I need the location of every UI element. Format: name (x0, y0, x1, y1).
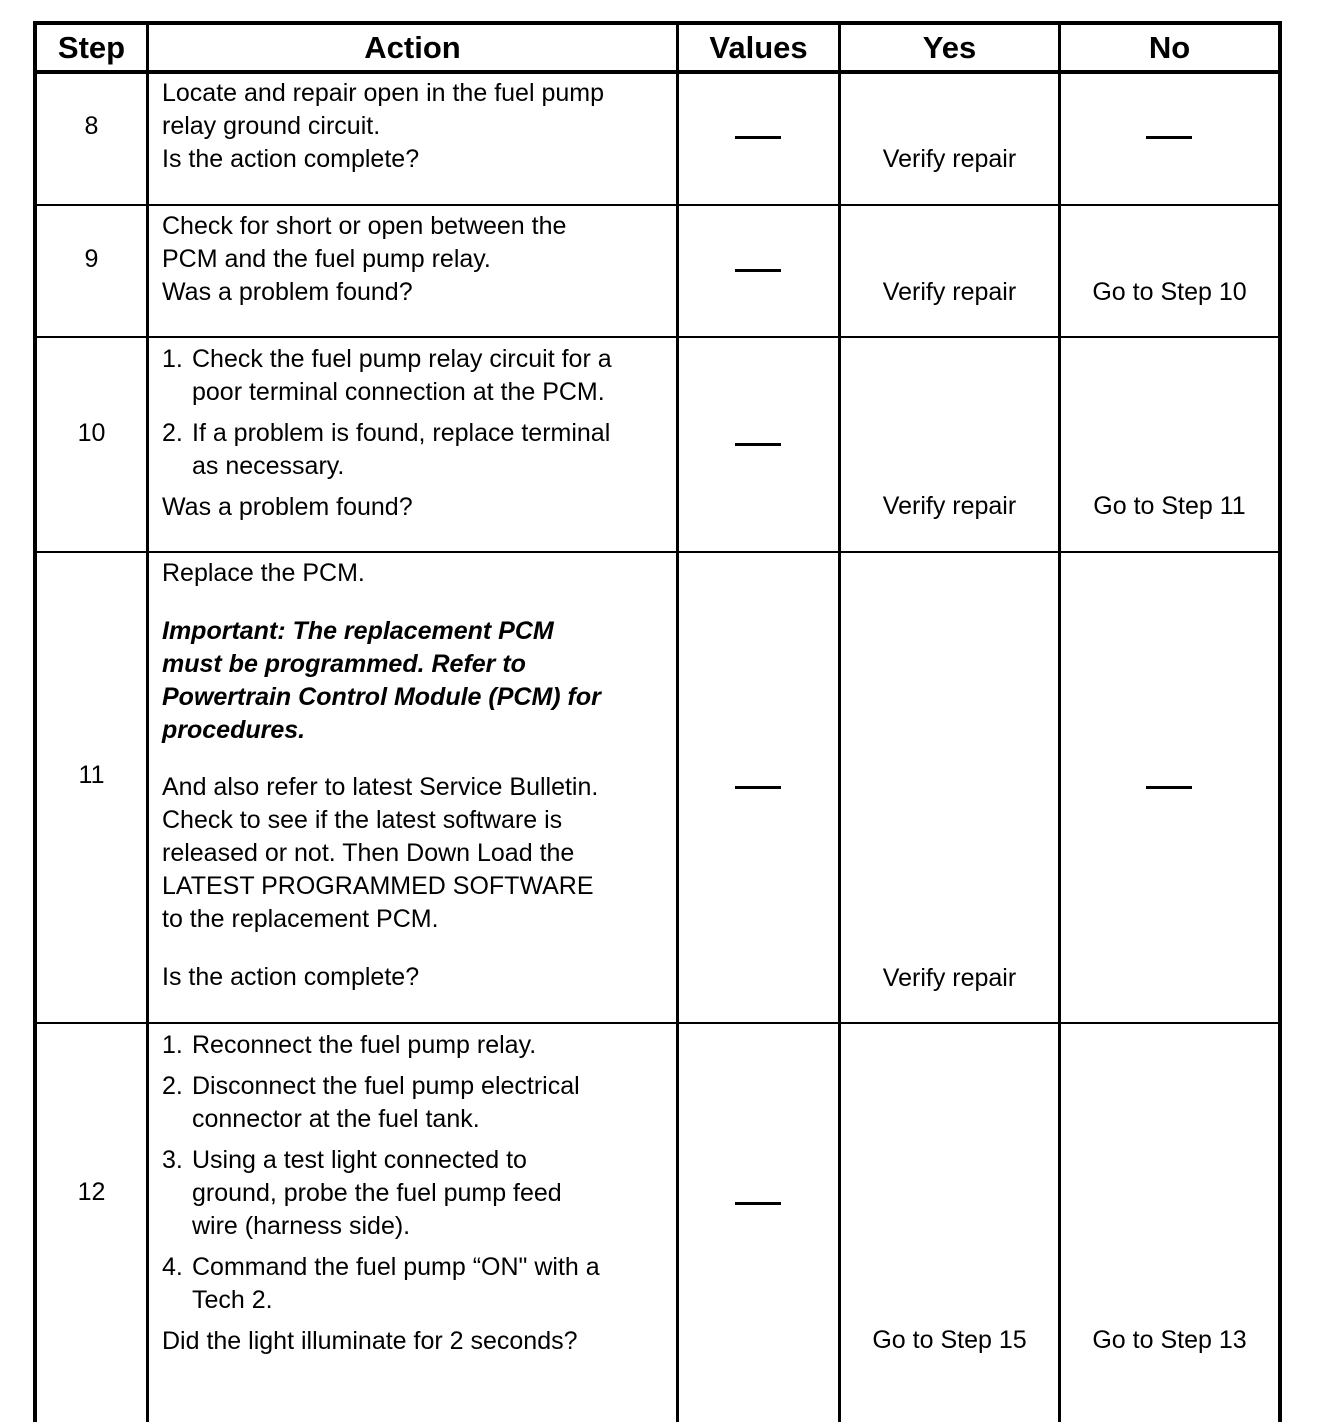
item-text: Command the fuel pump “ON" with a (192, 1253, 600, 1281)
action-question: Did the light illuminate for 2 seconds? (162, 1327, 578, 1355)
item-text: Reconnect the fuel pump relay. (192, 1031, 537, 1059)
important-line: must be programmed. Refer to (162, 650, 526, 678)
action-line: Was a problem found? (162, 278, 413, 306)
no-result: Go to Step 11 (1093, 492, 1246, 520)
service-note (162, 771, 672, 936)
note-line: And also refer to latest Service Bulletin. (162, 773, 599, 801)
step-number: 9 (84, 245, 99, 273)
action-step-item (162, 1144, 672, 1243)
item-text: Using a test light connected to (192, 1146, 527, 1174)
table-left-border (33, 21, 37, 1422)
item-text: Tech 2. (192, 1286, 273, 1314)
action-step-item (162, 417, 672, 483)
item-number: 2. (162, 1072, 183, 1100)
note-line: released or not. Then Down Load the (162, 839, 575, 867)
item-number: 4. (162, 1253, 183, 1281)
action-line: relay ground circuit. (162, 112, 381, 140)
note-line: LATEST PROGRAMMED SOFTWARE (162, 872, 594, 900)
col-divider (146, 21, 149, 1422)
action-question: Was a problem found? (162, 493, 413, 521)
no-result: Go to Step 10 (1092, 278, 1247, 306)
action-intro: Replace the PCM. (162, 559, 365, 587)
row-divider (33, 551, 1282, 553)
action-line: Check for short or open between the (162, 212, 567, 240)
header-action: Action (364, 29, 461, 65)
important-note (162, 615, 672, 747)
action-line: Locate and repair open in the fuel pump (162, 79, 604, 107)
item-text: Disconnect the fuel pump electrical (192, 1072, 580, 1100)
item-text: as necessary. (192, 452, 345, 480)
important-line: procedures. (162, 716, 306, 744)
col-divider (1058, 21, 1061, 1422)
yes-result: Go to Step 15 (872, 1326, 1027, 1354)
action-line: Is the action complete? (162, 145, 420, 173)
item-number: 1. (162, 1031, 183, 1059)
values-dash (735, 269, 781, 272)
important-line: Powertrain Control Module (PCM) for (162, 683, 601, 711)
item-text: If a problem is found, replace terminal (192, 419, 611, 447)
item-number: 1. (162, 345, 183, 373)
col-divider (838, 21, 841, 1422)
action-step-item (162, 343, 672, 409)
values-dash (735, 786, 781, 789)
no-dash (1146, 786, 1192, 789)
step-number: 10 (77, 419, 106, 447)
important-line: Important: The replacement PCM (162, 617, 554, 645)
action-text (162, 1029, 672, 1358)
values-dash (735, 1202, 781, 1205)
header-no: No (1148, 29, 1191, 65)
row-divider (33, 336, 1282, 338)
item-text: ground, probe the fuel pump feed (192, 1179, 562, 1207)
action-step-item (162, 1070, 672, 1136)
action-text (162, 557, 672, 994)
item-text: poor terminal connection at the PCM. (192, 378, 605, 406)
yes-result: Verify repair (882, 492, 1017, 520)
header-yes: Yes (922, 29, 977, 65)
values-dash (735, 443, 781, 446)
action-line: PCM and the fuel pump relay. (162, 245, 491, 273)
item-text: Check the fuel pump relay circuit for a (192, 345, 612, 373)
note-line: to the replacement PCM. (162, 905, 439, 933)
step-number: 11 (78, 761, 105, 789)
yes-result: Verify repair (882, 278, 1017, 306)
values-dash (735, 136, 781, 139)
note-line: Check to see if the latest software is (162, 806, 563, 834)
action-text (162, 343, 672, 524)
diagnostic-table (33, 21, 1282, 1422)
header-values: Values (709, 29, 808, 65)
col-divider (676, 21, 679, 1422)
yes-result: Verify repair (882, 145, 1017, 173)
item-number: 2. (162, 419, 183, 447)
step-number: 8 (84, 112, 99, 140)
action-question: Is the action complete? (162, 963, 420, 991)
action-step-item (162, 1251, 672, 1317)
yes-result: Verify repair (882, 964, 1017, 992)
item-number: 3. (162, 1146, 183, 1174)
header-divider (33, 70, 1282, 74)
step-number: 12 (77, 1178, 106, 1206)
item-text: wire (harness side). (192, 1212, 411, 1240)
no-dash (1146, 136, 1192, 139)
no-result: Go to Step 13 (1092, 1326, 1247, 1354)
action-step-item (162, 1029, 672, 1062)
header-step: Step (57, 29, 126, 65)
action-text (162, 77, 672, 176)
row-divider (33, 1022, 1282, 1024)
table-right-border (1278, 21, 1282, 1422)
item-text: connector at the fuel tank. (192, 1105, 480, 1133)
action-text (162, 210, 672, 309)
row-divider (33, 204, 1282, 206)
